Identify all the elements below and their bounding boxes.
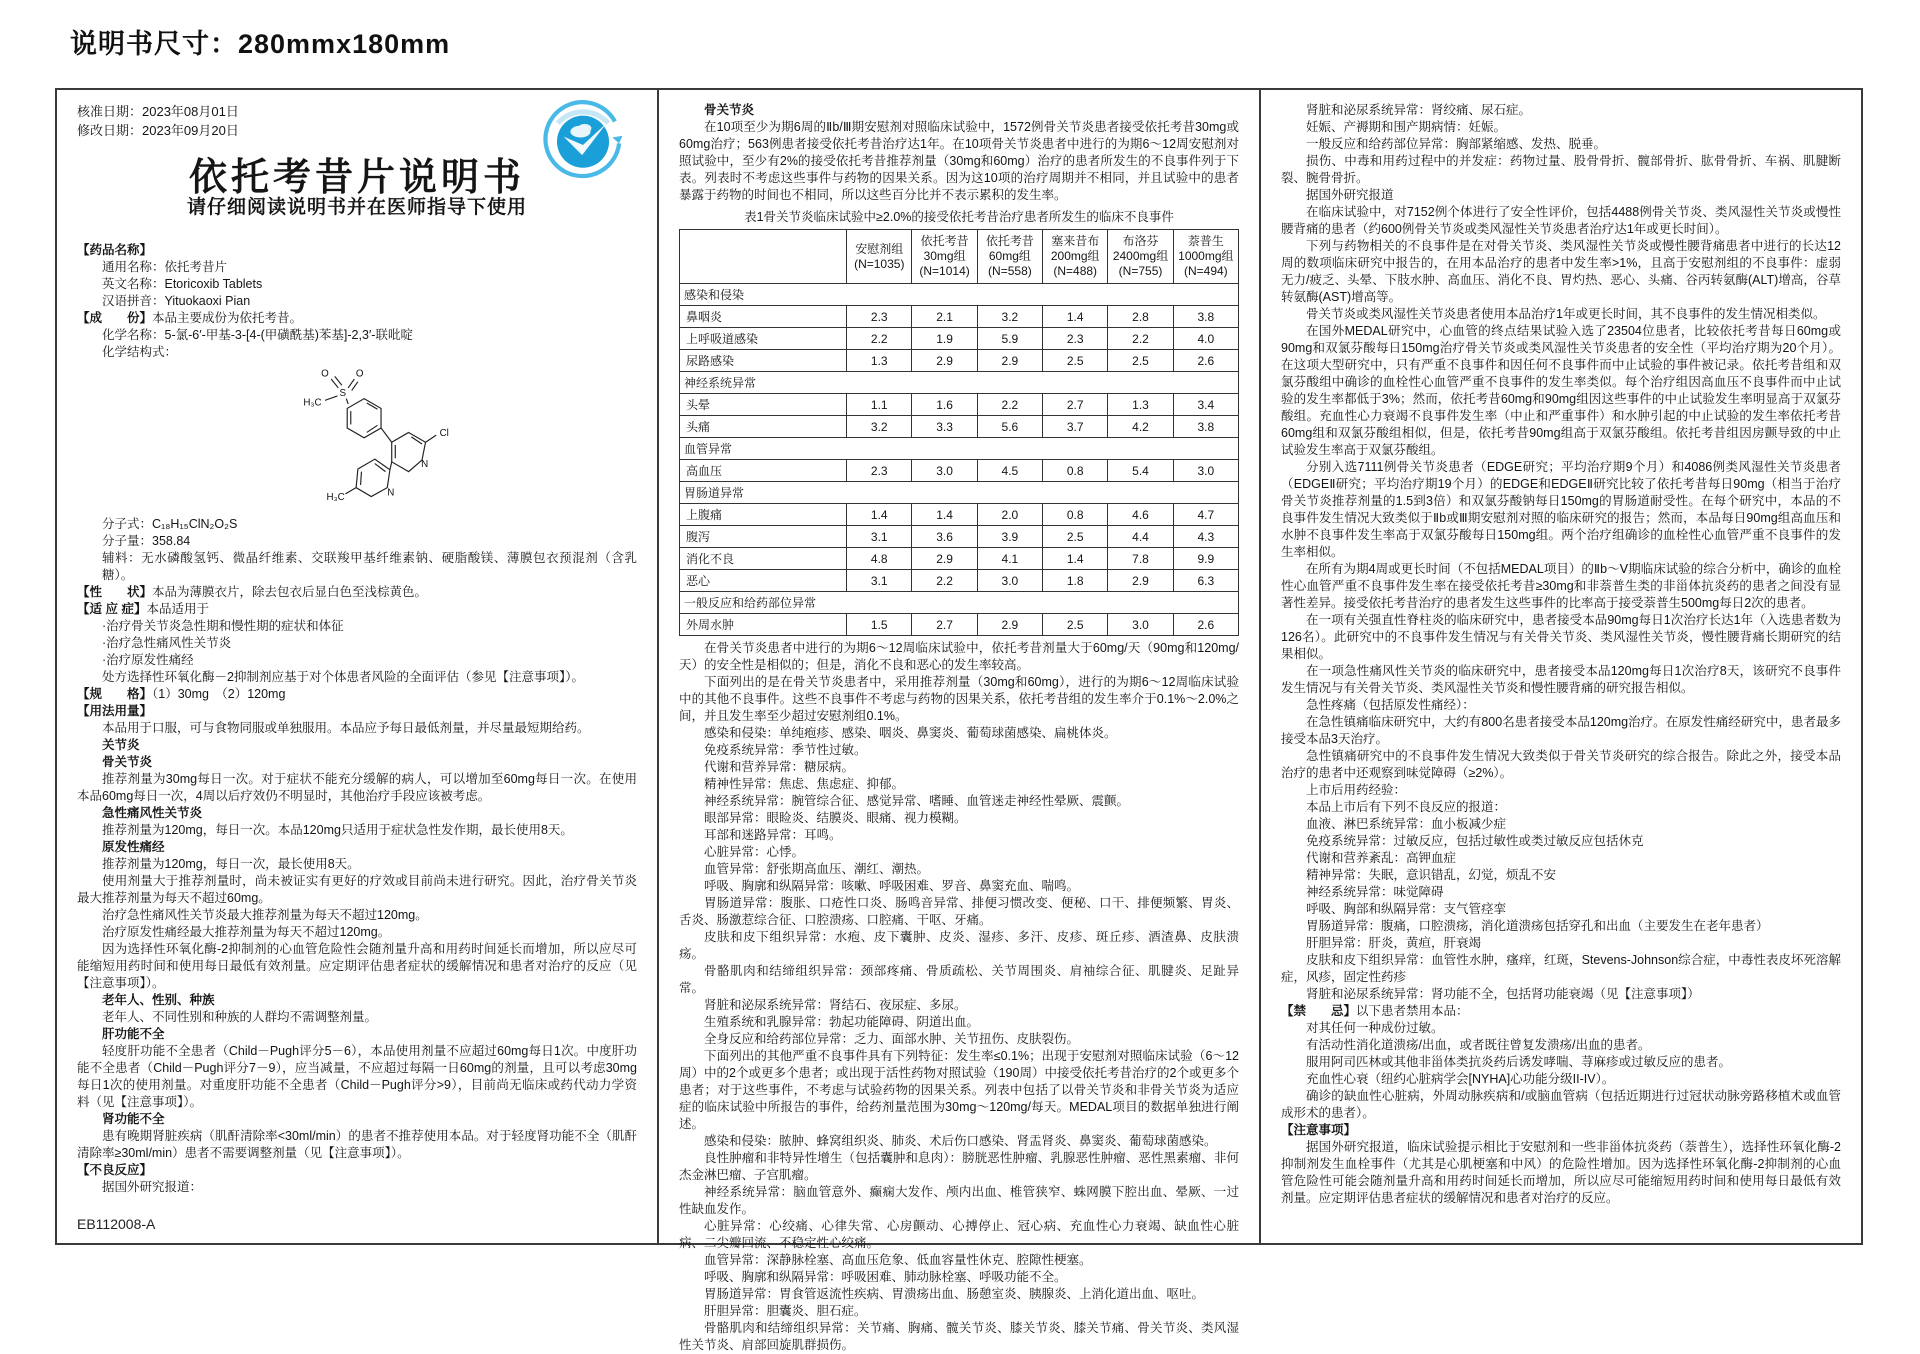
text-line: 生殖系统和乳腺异常：勃起功能障碍、阴道出血。 — [704, 1015, 980, 1029]
table-value-cell: 1.5 — [847, 614, 912, 636]
table-header-cell — [680, 230, 847, 284]
table-value-cell: 5.4 — [1108, 460, 1173, 482]
table-value-cell: 7.8 — [1108, 548, 1173, 570]
table-value-cell: 2.3 — [847, 306, 912, 328]
table-value-cell: 3.8 — [1173, 306, 1238, 328]
section-heading: 【用法用量】 — [77, 704, 153, 718]
text-line: 推荐剂量为120mg，每日一次。本品120mg只适用于症状急性发作期，最长使用8天。 — [102, 823, 573, 837]
text-line: 呼吸、胸廓和纵隔异常：呼吸困难、肺动脉栓塞、呼吸功能不全。 — [704, 1270, 1067, 1284]
table-value-cell: 2.9 — [1108, 570, 1173, 592]
sub-heading: 关节炎 — [102, 738, 140, 752]
approval-date: 核准日期：2023年08月01日 — [77, 104, 239, 119]
table-value-cell: 4.1 — [977, 548, 1042, 570]
table-row — [680, 350, 1239, 372]
table-value-cell: 2.1 — [912, 306, 977, 328]
table-value-cell: 1.4 — [1043, 548, 1108, 570]
table-value-cell: 2.2 — [977, 394, 1042, 416]
col1-text-a — [77, 242, 637, 361]
text-line: ·治疗急性痛风性关节炎 — [102, 636, 232, 650]
document-title: 依托考昔片说明书 — [188, 157, 525, 199]
text-line: 免疫系统异常：过敏反应，包括过敏性或类过敏反应包括休克 — [1306, 834, 1644, 848]
text-line: 在一项有关强直性脊柱炎的临床研究中，患者接受本品90mg每日1次治疗长达1年（入选患者数为126名）。此研究中的不良事件发生情况与有关骨关节炎、类风湿性关节炎，慢性腰背痛长期研究的结果相似。 — [1281, 613, 1841, 661]
text-line: 治疗急性痛风性关节炎最大推荐剂量为每天不超过120mg。 — [102, 908, 428, 922]
document-subtitle: 请仔细阅读说明书并在医师指导下使用 — [186, 197, 527, 218]
table-value-cell: 5.9 — [977, 328, 1042, 350]
table-value-cell: 4.0 — [1173, 328, 1238, 350]
text-line: 轻度肝功能不全患者（Child－Pugh评分5－6），本品使用剂量不应超过60mg每日1次。中度肝功能不全患者（Child－Pugh评分7－9），应当减量，不应超过每隔一日60mg的剂量，且可以考虑30mg每日1次的使用剂量。对重度肝功能不全患者（Child－Pugh评分>9），目前尚无临床或药代动力学资料（见【注意事项】）。 — [77, 1044, 637, 1109]
table-header-cell: 布洛芬 2400mg组 (N=755) — [1108, 230, 1173, 284]
table-category-cell: 神经系统异常 — [680, 372, 1239, 394]
section-heading: 【性 状】本品为薄膜衣片，除去包衣后显白色至浅棕黄色。 — [77, 585, 428, 599]
adverse-events-table-container — [679, 229, 1239, 640]
text-line: 使用剂量大于推荐剂量时，尚未被证实有更好的疗效或目前尚未进行研究。因此，治疗骨关节炎最大推荐剂量为每天不超过60mg。 — [77, 874, 637, 905]
table-value-cell: 3.0 — [1108, 614, 1173, 636]
text-line: 耳部和迷路异常：耳鸣。 — [704, 828, 842, 842]
text-line: 通用名称：依托考昔片 — [102, 260, 228, 274]
table-row-label: 头晕 — [680, 394, 847, 416]
section-heading: 【不良反应】 — [77, 1163, 153, 1177]
text-line: 分子式：C₁₈H₁₅ClN₂O₂S — [102, 517, 238, 531]
table-value-cell: 1.1 — [847, 394, 912, 416]
adverse-events-table — [679, 229, 1239, 636]
text-line: 损伤、中毒和用药过程中的并发症：药物过量、股骨骨折、髋部骨折、肱骨骨折、车祸、肌腱断裂、腕骨骨折。 — [1281, 154, 1841, 185]
table-row — [680, 284, 1239, 306]
table-header-row — [680, 230, 1239, 284]
table-header-cell: 塞来昔布 200mg组 (N=488) — [1043, 230, 1108, 284]
atom-label: O — [321, 368, 329, 380]
table-value-cell: 3.7 — [1043, 416, 1108, 438]
table-value-cell: 0.8 — [1043, 460, 1108, 482]
text-line: 在临床试验中，对7152例个体进行了安全性评价，包括4488例骨关节炎、类风湿性关节炎或慢性腰背痛的患者（约600例骨关节炎或类风湿性关节炎患者治疗达1年或更长时间）。 — [1281, 205, 1841, 236]
section-heading: 【注意事项】 — [1281, 1123, 1357, 1137]
table-value-cell: 4.8 — [847, 548, 912, 570]
table-row — [680, 526, 1239, 548]
text-line: 下面列出的是在骨关节炎患者中，采用推荐剂量（30mg和60mg），进行的为期6～12周临床试验中的其他不良事件。这些不良事件不考虑与药物的因果关系，依托考昔组的发生率介于0.1%～2.0%之间，并且发生率至少超过安慰剂组0.1%。 — [679, 675, 1239, 723]
atom-label: H₃C — [303, 397, 322, 409]
table-value-cell: 9.9 — [1173, 548, 1238, 570]
table-header-cell: 安慰剂组 (N=1035) — [847, 230, 912, 284]
text-line: 胃肠道异常：腹胀、口疮性口炎、肠鸣音异常、排便习惯改变、便秘、口干、排便频繁、胃炎、舌炎、肠激惹综合征、口腔溃疡、口腔痛、干呕、牙痛。 — [679, 896, 1239, 927]
table-row — [680, 328, 1239, 350]
sub-heading: 原发性痛经 — [102, 840, 165, 854]
column-right — [1261, 90, 1861, 1243]
table-value-cell: 3.1 — [847, 570, 912, 592]
table-value-cell: 2.6 — [1173, 614, 1238, 636]
table-value-cell: 1.3 — [847, 350, 912, 372]
text-line: 在10项至少为期6周的Ⅱb/Ⅲ期安慰剂对照临床试验中，1572例骨关节炎患者接受依托考昔30mg或60mg治疗；563例患者接受依托考昔治疗达1年。在10项骨关节炎患者中进行的为期6～12周安慰剂对照试验中，至少有2%的接受依托考昔推荐剂量（30mg和60mg）治疗的患者所发生的不良事件列于下表。列表时不考虑这些事件与药物的因果关系。因为这10项的治疗周期并不相同，并且试验中的患者暴露于药物的时间也不相同，所以这些百分比并不表示累积的发生率。 — [679, 120, 1239, 202]
column-left — [57, 90, 659, 1243]
text-line: 精神性异常：焦虑、焦虑症、抑郁。 — [704, 777, 905, 791]
text-line: 肾脏和泌尿系统异常：肾绞痛、尿石症。 — [1306, 103, 1532, 117]
text-line: 化学结构式： — [102, 345, 178, 359]
table-row — [680, 592, 1239, 614]
sub-heading: 骨关节炎 — [704, 103, 755, 117]
table-row — [680, 306, 1239, 328]
text-line: 下面列出的其他严重不良事件具有下列特征：发生率≤0.1%；出现于安慰剂对照临床试验（6～12周）中的2个或更多个患者；或出现于活性药物对照试验（190周）中接受依托考昔治疗的2个或更多个患者；对于这些事件，不考虑与试验药物的因果关系。列表中包括了以骨关节炎和非骨关节炎为适应症的临床试验中所报告的事件，给药剂量范围为30mg～120mg/每天。MEDAL项目的数据单独进行阐述。 — [679, 1049, 1239, 1131]
table-row-label: 消化不良 — [680, 548, 847, 570]
text-line: 据国外研究报道： — [102, 1180, 203, 1194]
table-row — [680, 482, 1239, 504]
chemical-structure — [77, 363, 637, 514]
table-caption: 表1骨关节炎临床试验中≥2.0%的接受依托考昔治疗患者所发生的临床不良事件 — [744, 210, 1174, 224]
text-line: 肾脏和泌尿系统异常：肾结石、夜尿症、多尿。 — [704, 998, 967, 1012]
text-line: 神经系统异常：味觉障碍 — [1306, 885, 1444, 899]
sub-heading: 骨关节炎 — [102, 755, 153, 769]
text-line: 肝胆异常：肝炎，黄疸，肝衰竭 — [1306, 936, 1482, 950]
text-line: 呼吸、胸部和纵隔异常：支气管痉挛 — [1306, 902, 1507, 916]
text-line: 肝胆异常：胆囊炎、胆石症。 — [704, 1304, 867, 1318]
text-line: 本品用于口服，可与食物同服或单独服用。本品应予每日最低剂量，并尽量最短期给药。 — [102, 721, 590, 735]
table-value-cell: 4.4 — [1108, 526, 1173, 548]
table-value-cell: 2.7 — [1043, 394, 1108, 416]
section-heading: 【禁 忌】以下患者禁用本品： — [1281, 1004, 1469, 1018]
document-code: EB112008-A — [77, 1216, 156, 1232]
table-value-cell: 2.5 — [1043, 526, 1108, 548]
table-value-cell: 2.2 — [1108, 328, 1173, 350]
table-row-label: 恶心 — [680, 570, 847, 592]
table-row-label: 头痛 — [680, 416, 847, 438]
table-row — [680, 438, 1239, 460]
atom-label: H₃C — [326, 492, 345, 504]
table-row — [680, 614, 1239, 636]
table-row-label: 高血压 — [680, 460, 847, 482]
text-line: 一般反应和给药部位异常：胸部紧缩感、发热、脱垂。 — [1306, 137, 1607, 151]
section-heading: 【适 应 症】本品适用于 — [77, 602, 209, 616]
text-line: 心脏异常：心悸。 — [704, 845, 805, 859]
table-value-cell: 1.9 — [912, 328, 977, 350]
text-line: 服用阿司匹林或其他非甾体类抗炎药后诱发哮喘、荨麻疹或过敏反应的患者。 — [1306, 1055, 1732, 1069]
table-value-cell: 1.6 — [912, 394, 977, 416]
text-line: 英文名称：Etoricoxib Tablets — [102, 277, 263, 291]
table-category-cell: 血管异常 — [680, 438, 1239, 460]
text-line: 在一项急性痛风性关节炎的临床研究中，患者接受本品120mg每日1次治疗8天，该研究不良事件发生情况与有关骨关节炎、类风湿性关节炎和慢性腰背痛的研究报告相似。 — [1281, 664, 1841, 695]
text-line: 上市后用药经验： — [1306, 783, 1407, 797]
text-line: 胃肠道异常：胃食管返流性疾病、胃溃疡出血、肠憩室炎、胰腺炎、上消化道出血、呕吐。 — [704, 1287, 1205, 1301]
table-header-cell: 依托考昔 60mg组 (N=558) — [977, 230, 1042, 284]
table-row — [680, 372, 1239, 394]
text-line: 精神异常：失眠，意识错乱，幻觉，烦乱不安 — [1306, 868, 1557, 882]
text-line: 下列与药物相关的不良事件是在对骨关节炎、类风湿性关节炎或慢性腰背痛患者中进行的长达12周的数项临床研究中报告的，在用本品治疗的患者中发生率>1%，且高于安慰剂组的不良事件：虚弱无力/疲乏、头晕、下肢水肿、高血压、消化不良、胃灼热、恶心、头痛、谷丙转氨酶(ALT)增高，谷草转氨酶(AST)增高等。 — [1281, 239, 1841, 304]
table-value-cell: 3.0 — [977, 570, 1042, 592]
table-category-cell: 感染和侵染 — [680, 284, 1239, 306]
table-value-cell: 3.0 — [1173, 460, 1238, 482]
table-header-cell: 依托考昔 30mg组 (N=1014) — [912, 230, 977, 284]
table-value-cell: 2.0 — [977, 504, 1042, 526]
sub-heading: 老年人、性别、种族 — [102, 993, 215, 1007]
text-line: 在所有为期4周或更长时间（不包括MEDAL项目）的Ⅱb～Ⅴ期临床试验的综合分析中，确诊的血栓性心血管严重不良事件发生率在接受依托考昔≥30mg和非萘普生类的非甾体抗炎药的患者之间没有显著性差异。接受依托考昔治疗的患者发生这些事件的比率高于接受萘普生500mg每日2次的患者。 — [1281, 562, 1841, 610]
text-line: 神经系统异常：脑血管意外、癫痫大发作、颅内出血、椎管狭窄、蛛网膜下腔出血、晕厥、一过性缺血发作。 — [679, 1185, 1239, 1216]
text-line: 确诊的缺血性心脏病，外周动脉疾病和/或脑血管病（包括近期进行过冠状动脉旁路移植术或血管成形术的患者）。 — [1281, 1089, 1841, 1120]
text-line: 眼部异常：眼睑炎、结膜炎、眼痛、视力模糊。 — [704, 811, 967, 825]
table-value-cell: 0.8 — [1043, 504, 1108, 526]
col1-text-b — [77, 516, 637, 1196]
table-value-cell: 2.2 — [912, 570, 977, 592]
table-value-cell: 3.3 — [912, 416, 977, 438]
text-line: 全身反应和给药部位异常：乏力、面部水肿、关节扭伤、皮肤裂伤。 — [704, 1032, 1080, 1046]
table-value-cell: 3.9 — [977, 526, 1042, 548]
text-line: 血液、淋巴系统异常：血小板减少症 — [1306, 817, 1507, 831]
table-value-cell: 2.3 — [847, 460, 912, 482]
table-row-label: 外周水肿 — [680, 614, 847, 636]
text-line: 代谢和营养异常：糖尿病。 — [704, 760, 855, 774]
table-category-cell: 一般反应和给药部位异常 — [680, 592, 1239, 614]
section-heading: 【成 份】本品主要成份为依托考昔。 — [77, 311, 303, 325]
text-line: 免疫系统异常：季节性过敏。 — [704, 743, 867, 757]
table-value-cell: 1.4 — [912, 504, 977, 526]
certification-logo-icon — [541, 98, 625, 182]
text-line: 辅料：无水磷酸氢钙、微晶纤维素、交联羧甲基纤维素钠、硬脂酸镁、薄膜包衣预混剂（含乳糖）。 — [102, 551, 637, 582]
text-line: 骨骼肌肉和结缔组织异常：颈部疼痛、骨质疏松、关节周围炎、肩袖综合征、肌腱炎、足趾异常。 — [679, 964, 1239, 995]
text-line: 代谢和营养紊乱：高钾血症 — [1306, 851, 1457, 865]
text-line: 因为选择性环氧化酶-2抑制剂的心血管危险性会随剂量升高和用药时间延长而增加，所以应尽可能缩短用药时间和使用每日最低有效剂量。应定期评估患者症状的缓解情况和患者对治疗的反应（见【注意事项】）。 — [77, 942, 637, 990]
col2-text-a — [679, 102, 1239, 204]
column-middle — [659, 90, 1261, 1352]
table-value-cell: 5.6 — [977, 416, 1042, 438]
text-line: 心脏异常：心绞痛、心律失常、心房颤动、心搏停止、冠心病、充血性心力衰竭、缺血性心脏病、二尖瓣回流、不稳定性心绞痛。 — [679, 1219, 1239, 1250]
text-line: 化学名称：5-氯-6′-甲基-3-[4-(甲磺酰基)苯基]-2,3′-联吡啶 — [102, 328, 413, 342]
text-line: 在骨关节炎患者中进行的为期6～12周临床试验中，依托考昔剂量大于60mg/天（90mg和120mg/天）的安全性是相似的；但是，消化不良和恶心的发生率较高。 — [679, 641, 1239, 672]
table-value-cell: 4.2 — [1108, 416, 1173, 438]
text-line: 妊娠、产褥期和围产期病情：妊娠。 — [1306, 120, 1507, 134]
col2-text-b — [679, 640, 1239, 1354]
table-value-cell: 2.9 — [912, 350, 977, 372]
table-value-cell: 3.1 — [847, 526, 912, 548]
text-line: ·治疗骨关节炎急性期和慢性期的症状和体征 — [102, 619, 344, 633]
text-line: 感染和侵染：脓肿、蜂窝组织炎、肺炎、术后伤口感染、肾盂肾炎、鼻窦炎、葡萄球菌感染。 — [704, 1134, 1217, 1148]
table-row-label: 腹泻 — [680, 526, 847, 548]
table-value-cell: 3.8 — [1173, 416, 1238, 438]
text-line: 老年人、不同性别和种族的人群均不需调整剂量。 — [102, 1010, 378, 1024]
text-line: 皮肤和皮下组织异常：水疱、皮下囊肿、皮炎、湿疹、多汗、皮疹、斑丘疹、酒渣鼻、皮肤溃疡。 — [679, 930, 1239, 961]
text-line: ·治疗原发性痛经 — [102, 653, 194, 667]
table-header-cell: 萘普生 1000mg组 (N=494) — [1173, 230, 1238, 284]
table-value-cell: 3.4 — [1173, 394, 1238, 416]
text-line: 对其任何一种成份过敏。 — [1306, 1021, 1444, 1035]
table-value-cell: 2.8 — [1108, 306, 1173, 328]
table-value-cell: 3.2 — [847, 416, 912, 438]
col3-text — [1281, 102, 1841, 1207]
text-line: 血管异常：舒张期高血压、潮红、潮热。 — [704, 862, 930, 876]
table-value-cell: 3.6 — [912, 526, 977, 548]
table-row-label: 上呼吸道感染 — [680, 328, 847, 350]
page-size-label: 说明书尺寸：280mmx180mm — [70, 29, 451, 59]
text-line: 感染和侵染：单纯疱疹、感染、咽炎、鼻窦炎、葡萄球菌感染、扁桃体炎。 — [704, 726, 1117, 740]
sub-heading: 急性痛风性关节炎 — [102, 806, 203, 820]
text-line: 骨骼肌肉和结缔组织异常：关节痛、胸痛、髋关节炎、膝关节炎、膝关节痛、骨关节炎、类风湿性关节炎、肩部回旋肌群损伤。 — [679, 1321, 1239, 1352]
table-value-cell: 3.0 — [912, 460, 977, 482]
table-value-cell: 4.6 — [1108, 504, 1173, 526]
table-row — [680, 394, 1239, 416]
table-category-cell: 胃肠道异常 — [680, 482, 1239, 504]
table-value-cell: 2.2 — [847, 328, 912, 350]
table-value-cell: 2.3 — [1043, 328, 1108, 350]
table-value-cell: 1.8 — [1043, 570, 1108, 592]
text-line: 患有晚期肾脏疾病（肌酐清除率<30ml/min）的患者不推荐使用本品。对于轻度肾功能不全（肌酐清除率≥30ml/min）患者不需要调整剂量（见【注意事项】）。 — [77, 1129, 637, 1160]
text-line: 分别入选7111例骨关节炎患者（EDGE研究；平均治疗期9个月）和4086例类风湿性关节炎患者（EDGEⅡ研究；平均治疗期19个月）的EDGE和EDGEⅡ研究比较了依托考昔每日90mg（相当于治疗骨关节炎推荐剂量的1.5到3倍）和双氯芬酸钠每日150mg的胃肠道耐受性。在每个研究中，本品的不良事件发生情况大致类似于Ⅱb或Ⅲ期安慰剂对照的临床研究的报告；然而，本品每日90mg组高血压和水肿不良事件发生率高于双氯芬酸每日150mg组。两个治疗组确诊的血栓性心血管严重不良事件的发生率相似。 — [1281, 460, 1841, 559]
table-value-cell: 3.2 — [977, 306, 1042, 328]
text-line: 在国外MEDAL研究中，心血管的终点结果试验入选了23504位患者，比较依托考昔每日60mg或90mg和双氯芬酸每日150mg治疗骨关节炎或类风湿性关节炎患者的安全性（平均治疗期为20个月）。在这项大型研究中，只有严重不良事件和因任何不良事件而中止试验的事件被记录。依托考昔组和双氯芬酸组中确诊的血栓性心血管严重不良事件的发生率类似。每个治疗组因高血压不良事件而中止试验的发生率都低于3%；然而，依托考昔60mg和90mg组因这些事件的中止试验发生率明显高于双氯芬酸组。充血性心力衰竭不良事件发生率（中止和严重事件）和水肿引起的中止试验的发生率依托考昔60mg组和双氯芬酸组相似，但是，依托考昔90mg组高于双氯芬酸组。依托考昔组因房颤导致的中止试验发生率高于双氯芬酸组。 — [1281, 324, 1841, 457]
text-line: 有活动性消化道溃疡/出血，或者既往曾复发溃疡/出血的患者。 — [1306, 1038, 1651, 1052]
text-line: 皮肤和皮下组织异常：血管性水肿，瘙痒，红斑，Stevens-Johnson综合症，中毒性表皮坏死溶解症，风疹，固定性药疹 — [1281, 953, 1841, 984]
table-row — [680, 504, 1239, 526]
table-value-cell: 2.7 — [912, 614, 977, 636]
section-heading: 【规 格】（1）30mg （2）120mg — [77, 687, 286, 701]
text-line: 推荐剂量为120mg，每日一次，最长使用8天。 — [102, 857, 360, 871]
text-line: 处方选择性环氧化酶－2抑制剂应基于对个体患者风险的全面评估（参见【注意事项】）。 — [102, 670, 584, 684]
text-line: 分子量：358.84 — [102, 534, 191, 548]
text-line: 血管异常：深静脉栓塞、高血压危象、低血容量性休克、腔隙性梗塞。 — [704, 1253, 1092, 1267]
table-value-cell: 2.5 — [1043, 614, 1108, 636]
text-line: 本品上市后有下列不良反应的报道： — [1306, 800, 1507, 814]
text-line: 骨关节炎或类风湿性关节炎患者使用本品治疗1年或更长时间，其不良事件的发生情况相类似。 — [1306, 307, 1826, 321]
table-value-cell: 2.5 — [1043, 350, 1108, 372]
atom-label: Cl — [439, 428, 449, 439]
text-line: 据国外研究报道，临床试验提示相比于安慰剂和一些非甾体抗炎药（萘普生），选择性环氧化酶-2抑制剂发生血栓事件（尤其是心肌梗塞和中风）的危险性增加。因为选择性环氧化酶-2抑制剂的心血管危险性可能会随剂量升高和用药时间延长而增加，所以应尽可能缩短用药时间和使用每日最低有效剂量。应定期评估患者症状的缓解情况和患者对治疗的反应。 — [1281, 1140, 1841, 1205]
sub-heading: 肾功能不全 — [102, 1112, 165, 1126]
revision-date: 修改日期：2023年09月20日 — [77, 123, 239, 138]
table-value-cell: 4.5 — [977, 460, 1042, 482]
table-value-cell: 1.3 — [1108, 394, 1173, 416]
text-line: 充血性心衰（纽约心脏病学会[NYHA]心功能分级II-IV）。 — [1306, 1072, 1615, 1086]
atom-label: N — [387, 487, 395, 499]
text-line: 胃肠道异常：腹痛，口腔溃疡，消化道溃疡包括穿孔和出血（主要发生在老年患者） — [1306, 919, 1769, 933]
table-value-cell: 1.4 — [847, 504, 912, 526]
table-row — [680, 416, 1239, 438]
atom-label: S — [339, 387, 347, 399]
text-line: 治疗原发性痛经最大推荐剂量为每天不超过120mg。 — [102, 925, 391, 939]
table-value-cell: 4.3 — [1173, 526, 1238, 548]
table-row-label: 上腹痛 — [680, 504, 847, 526]
table-value-cell: 2.9 — [977, 350, 1042, 372]
table-value-cell: 6.3 — [1173, 570, 1238, 592]
table-value-cell: 2.6 — [1173, 350, 1238, 372]
table-value-cell: 4.7 — [1173, 504, 1238, 526]
table-value-cell: 2.9 — [912, 548, 977, 570]
table-value-cell: 2.9 — [977, 614, 1042, 636]
text-line: 汉语拼音：Yituokaoxi Pian — [102, 294, 251, 308]
table-row — [680, 570, 1239, 592]
text-line: 神经系统异常：腕管综合征、感觉异常、嗜睡、血管迷走神经性晕厥、震颤。 — [704, 794, 1130, 808]
table-row — [680, 460, 1239, 482]
leaflet-sheet — [55, 88, 1863, 1352]
table-row — [680, 548, 1239, 570]
text-line: 急性镇痛研究中的不良事件发生情况大致类似于骨关节炎研究的综合报告。除此之外，接受本品治疗的患者中还观察到味觉障碍（≥2%）。 — [1281, 749, 1841, 780]
text-line: 在急性镇痛临床研究中，大约有800名患者接受本品120mg治疗。在原发性痛经研究中，患者最多接受本品3天治疗。 — [1281, 715, 1841, 746]
text-line: 呼吸、胸廓和纵隔异常：咳嗽、呼吸困难、罗音、鼻窦充血、喘鸣。 — [704, 879, 1080, 893]
text-line: 肾脏和泌尿系统异常：肾功能不全，包括肾功能衰竭（见【注意事项】） — [1306, 987, 1700, 1001]
table-row-label: 鼻咽炎 — [680, 306, 847, 328]
table-value-cell: 2.5 — [1108, 350, 1173, 372]
sub-heading: 肝功能不全 — [102, 1027, 165, 1041]
text-line: 推荐剂量为30mg每日一次。对于症状不能充分缓解的病人，可以增加至60mg每日一次。在使用本品60mg每日一次，4周以后疗效仍不明显时，其他治疗手段应该被考虑。 — [77, 772, 637, 803]
section-heading: 【药品名称】 — [77, 243, 153, 257]
atom-label: O — [355, 368, 364, 380]
atom-label: N — [421, 459, 429, 471]
text-line: 急性疼痛（包括原发性痛经）： — [1306, 698, 1475, 712]
text-line: 良性肿瘤和非特异性增生（包括囊肿和息肉）：膀胱恶性肿瘤、乳腺恶性肿瘤、恶性黑素瘤、非何杰金淋巴瘤、子宫肌瘤。 — [679, 1151, 1239, 1182]
table-row-label: 尿路感染 — [680, 350, 847, 372]
text-line: 据国外研究报道 — [1306, 188, 1394, 202]
table-value-cell: 1.4 — [1043, 306, 1108, 328]
